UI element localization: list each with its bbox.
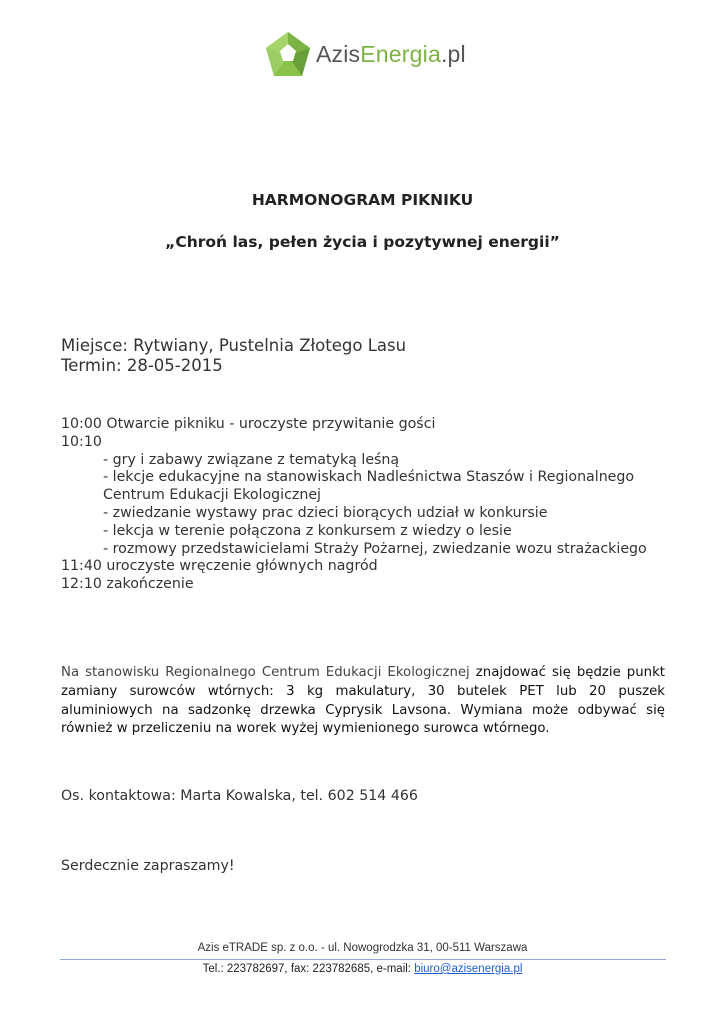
event-place: Miejsce: Rytwiany, Pustelnia Złotego Lasu xyxy=(61,336,407,355)
closing-line: Serdecznie zapraszamy! xyxy=(61,858,235,874)
contact-person: Os. kontaktowa: Marta Kowalska, tel. 602 514 466 xyxy=(61,788,418,804)
schedule-subitem: - lekcje edukacyjne na stanowiskach Nadleśnictwa Staszów i Regionalnego Centrum Edukacji Ekologicznej xyxy=(103,469,635,504)
logo-text: AzisEnergia.pl xyxy=(316,40,466,67)
schedule-subitem: - zwiedzanie wystawy prac dzieci biorących udział w konkursie xyxy=(103,504,548,521)
event-date: Termin: 28-05-2015 xyxy=(61,356,223,375)
footer-address: Azis eTRADE sp. z o.o. - ul. Nowogrodzka 31, 00-511 Warszawa xyxy=(197,942,528,954)
schedule-subitem: - gry i zabawy związane z tematyką leśną xyxy=(103,451,400,468)
schedule-subitem: - rozmowy przedstawicielami Straży Pożarnej, zwiedzanie wozu strażackiego xyxy=(103,540,647,557)
schedule-subitem: - lekcja w terenie połączona z konkursem z wiedzy o lesie xyxy=(103,522,512,539)
footer-phone-fax: Tel.: 223782697, fax: 223782685, e-mail: xyxy=(202,963,415,975)
footer-contact xyxy=(0,963,725,975)
document-subtitle: „Chroń las, pełen życia i pozytywnej energii” xyxy=(165,233,560,251)
schedule xyxy=(61,416,671,594)
document-title: HARMONOGRAM PIKNIKU xyxy=(251,191,474,209)
schedule-item: 10:00 Otwarcie pikniku - uroczyste przywitanie gości xyxy=(61,416,436,432)
exchange-paragraph xyxy=(61,664,665,739)
schedule-item: 11:40 uroczyste wręczenie głównych nagród xyxy=(61,558,378,575)
schedule-item: 10:10 xyxy=(61,433,102,450)
schedule-item: 12:10 zakończenie xyxy=(61,576,194,593)
company-logo xyxy=(264,30,466,78)
footer-email-link[interactable]: biuro@azisenergia.pl xyxy=(414,963,523,975)
pentagon-logo-icon xyxy=(264,30,312,78)
paragraph-body: znajdować się będzie punkt zamiany surowców wtórnych: 3 kg makulatury, 30 butelek PET lub 20 puszek aluminiowych na sadzonkę drzewka Cyprysik Lavsona. Wymiana może odbywać się również w przeliczeniu na worek wyżej wymienionego surowca wtórnego. xyxy=(61,665,666,737)
footer-divider xyxy=(60,959,666,960)
event-details xyxy=(61,336,406,376)
paragraph-lead: Na stanowisku Regionalnego Centrum Edukacji Ekologicznej xyxy=(61,665,470,680)
